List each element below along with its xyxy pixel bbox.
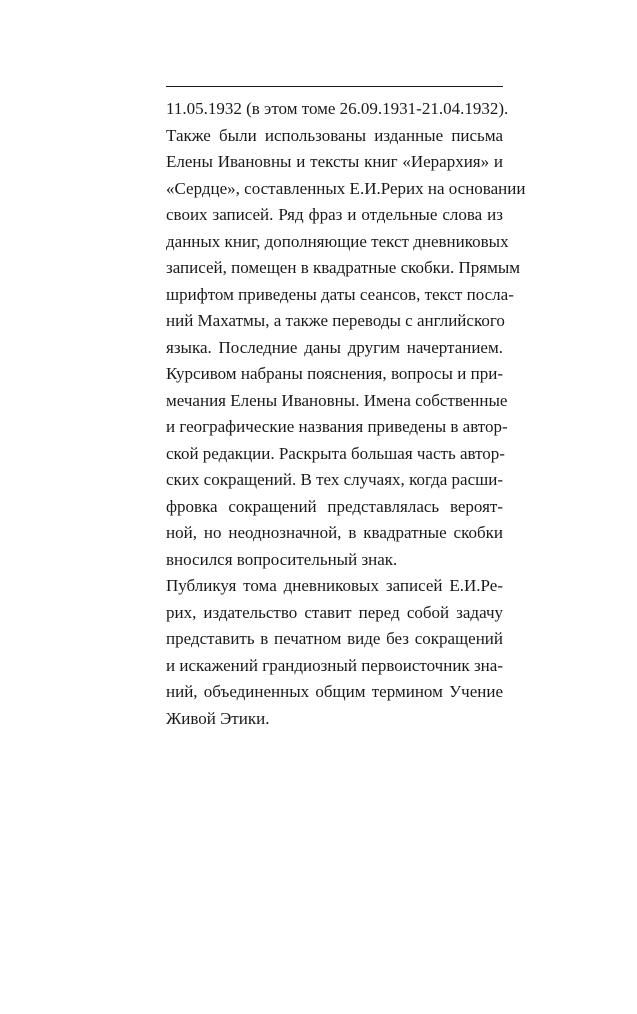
text-line: и географические названия приведены в автор- bbox=[166, 417, 508, 436]
text-line: Публикуя тома дневниковых записей Е.И.Ре- bbox=[166, 576, 503, 595]
text-line: «Сердце», составленных Е.И.Рерих на основании bbox=[166, 178, 526, 198]
top-rule bbox=[166, 86, 503, 87]
text-line: ских сокращений. В тех случаях, когда расши- bbox=[166, 470, 503, 489]
text-line: своих записей. Ряд фраз и отдельные слова из bbox=[166, 205, 503, 224]
text-line: мечания Елены Ивановны. Имена собственные bbox=[166, 390, 508, 410]
text-line: ний Махатмы, а также переводы с английского bbox=[166, 311, 505, 330]
text-line: Живой Этики. bbox=[166, 708, 270, 728]
text-line: ской редакции. Раскрыта большая часть автор- bbox=[166, 443, 505, 463]
text-line: языка. Последние даны другим начертанием. bbox=[166, 337, 503, 357]
text-line: записей, помещен в квадратные скобки. Прямым bbox=[166, 258, 521, 277]
text-line: вносился вопросительный знак. bbox=[166, 549, 398, 569]
text-line: фровка сокращений представлялась вероят- bbox=[166, 496, 503, 516]
text-line: 11.05.1932 (в этом томе 26.09.1931-21.04.1932). bbox=[166, 99, 509, 118]
body-text bbox=[166, 96, 526, 732]
text-line: данных книг, дополняющие текст дневниковых bbox=[166, 231, 509, 251]
text-line: ний, объединенных общим термином Учение bbox=[166, 682, 503, 701]
text-line: представить в печатном виде без сокращений bbox=[166, 629, 503, 648]
text-line: Елены Ивановны и тексты книг «Иерархия» и bbox=[166, 152, 503, 171]
text-line: Курсивом набраны пояснения, вопросы и при- bbox=[166, 364, 503, 383]
text-line: ной, но неоднозначной, в квадратные скобки bbox=[166, 523, 503, 542]
text-line: шрифтом приведены даты сеансов, текст посла- bbox=[166, 284, 514, 304]
text-line: Также были использованы изданные письма bbox=[166, 125, 503, 145]
text-line: рих, издательство ставит перед собой задачу bbox=[166, 602, 503, 622]
text-line: и искажений грандиозный первоисточник зна- bbox=[166, 655, 503, 675]
